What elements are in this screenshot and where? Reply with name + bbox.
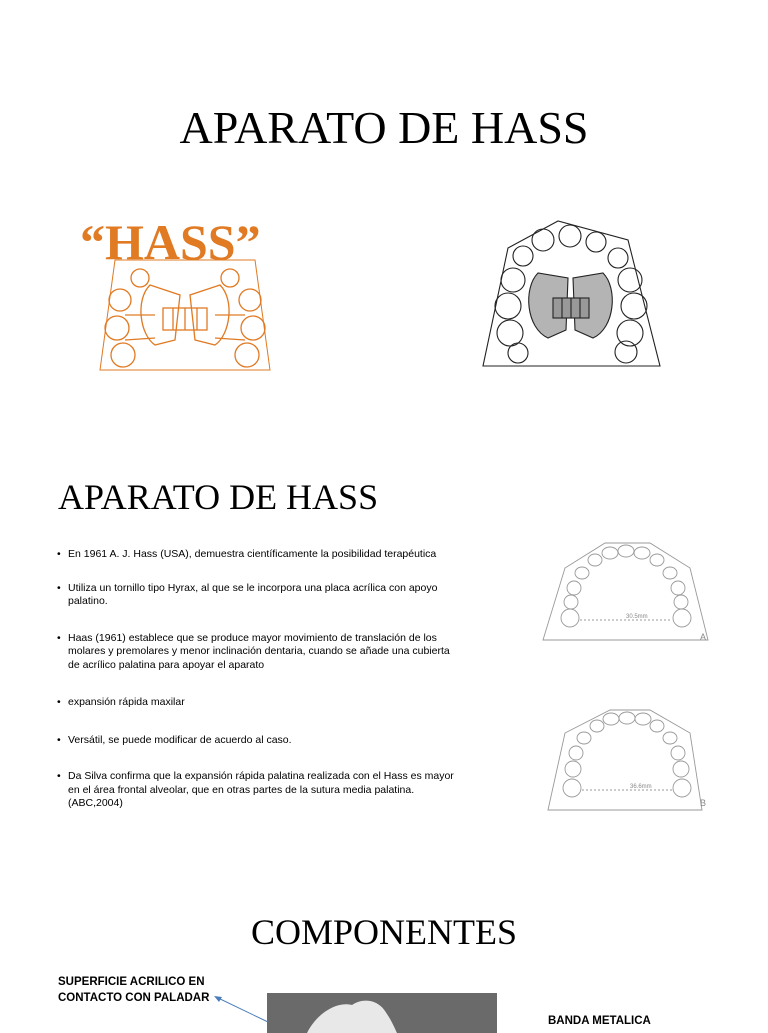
- hass-appliance-orange-drawing: [95, 240, 275, 380]
- bullet-item: • Utiliza un tornillo tipo Hyrax, al que se le incorpora una placa acrílica con apoyo palatino.: [57, 581, 438, 607]
- bullet-list: [57, 548, 462, 811]
- appliance-photo: [267, 993, 497, 1033]
- dental-arch-figure-b: [540, 708, 712, 816]
- figure-a-letter: A: [700, 632, 707, 642]
- slide-3-title: COMPONENTES: [250, 912, 518, 952]
- bullet-item: • Haas (1961) establece que se produce mayor movimiento de translación de los molares y premolares y menor inclinación dentaria, cuando se añade una cubierta de acrílico palatina para apoyar el aparato: [57, 631, 450, 671]
- slide-2: [0, 430, 768, 870]
- slide-1: [0, 0, 768, 430]
- slide-1-title: APARATO DE HASS: [179, 102, 589, 153]
- pointer-arrow: [212, 994, 272, 1026]
- metal-band-label: BANDA METALICA: [548, 1015, 651, 1027]
- bullet-item: • Versátil, se puede modificar de acuerdo al caso.: [57, 733, 292, 746]
- figure-b-measure: 36.6mm: [630, 784, 652, 790]
- bullet-item: • expansión rápida maxilar: [57, 696, 185, 708]
- slide-2-title: APARATO DE HASS: [58, 477, 379, 517]
- dental-arch-figure-a: [540, 538, 712, 646]
- bullet-item: • Da Silva confirma que la expansión rápida palatina realizada con el Hass es mayor en el área frontal alveolar, que en otras partes de la sutura media palatina. (ABC,2004): [57, 770, 454, 809]
- figure-b-letter: B: [700, 798, 707, 808]
- figure-a-measure: 30.5mm: [626, 614, 648, 620]
- bullet-item: • En 1961 A. J. Hass (USA), demuestra científicamente la posibilidad terapéutica: [57, 548, 437, 560]
- hass-appliance-black-drawing: [478, 218, 663, 370]
- hass-label: “HASS”: [80, 214, 261, 270]
- acrylic-surface-label: SUPERFICIE ACRILICO EN CONTACTO CON PALADAR: [58, 976, 210, 1004]
- slide-3: [0, 870, 768, 1027]
